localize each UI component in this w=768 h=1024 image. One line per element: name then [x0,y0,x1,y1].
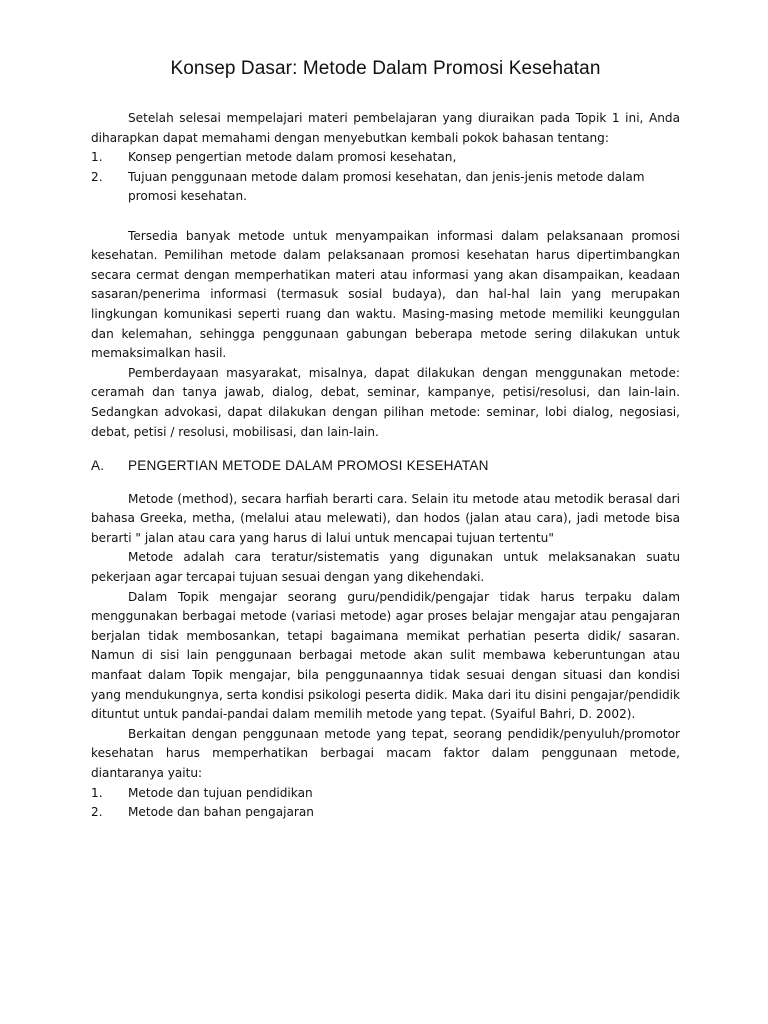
methods-paragraph: Tersedia banyak metode untuk menyampaikan informasi dalam pelaksanaan promosi kesehatan. Pemilihan metode dalam pelaksanaan promosi kesehatan harus dipertimbangkan secara cermat dengan memperhatikan materi atau informasi yang akan disampaikan, keadaan sasaran/penerima informasi (termasuk sosial budaya), dan hal-hal lain yang merupakan lingkungan komunikasi seperti ruang dan waktu. Masing-masing metode memiliki keunggulan dan kelemahan, sehingga penggunaan gabungan beberapa metode sering dilakukan untuk memaksimalkan hasil. [91,228,680,361]
list-item [91,803,680,823]
empowerment-paragraph: Pemberdayaan masyarakat, misalnya, dapat dilakukan dengan menggunakan metode: ceramah dan tanya jawab, dialog, debat, seminar, kampanye, petisi/resolusi, dan lain-lain. Sedangkan advokasi, dapat dilakukan dengan pilihan metode: seminar, lobi dialog, negosiasi, debat, petisi / resolusi, mobilisasi, dan lain-lain. [91,365,680,439]
list-text: Metode dan bahan pengajaran [128,805,314,820]
section-heading [91,456,680,476]
objectives-list [91,148,680,207]
document-body [91,109,680,823]
list-text: Metode dan tujuan pendidikan [128,785,313,800]
list-item [91,148,680,168]
intro-paragraph: Setelah selesai mempelajari materi pembelajaran yang diuraikan pada Topik 1 ini, Anda diharapkan dapat memahami dengan menyebutkan kembali pokok bahasan tentang: [91,111,680,145]
factors-list [91,784,680,823]
list-text: Konsep pengertian metode dalam promosi kesehatan, [128,150,457,165]
list-number: 2. [91,805,103,820]
list-item [91,168,680,207]
list-text: Tujuan penggunaan metode dalam promosi kesehatan, dan jenis-jenis metode dalam promosi kesehatan. [128,169,645,204]
list-item [91,784,680,804]
definition-paragraph: Metode (method), secara harfiah berarti cara. Selain itu metode atau metodik berasal dari bahasa Greeka, metha, (melalui atau melewati), dan hodos (jalan atau cara), jadi metode bisa berarti " jalan atau cara yang harus di lalui untuk mencapai tujuan tertentu" [91,491,680,545]
list-number: 1. [91,785,103,800]
factors-intro-paragraph: Berkaitan dengan penggunaan metode yang tepat, seorang pendidik/penyuluh/promotor kesehatan harus memperhatikan berbagai macam faktor dalam penggunaan metode, diantaranya yaitu: [91,726,680,780]
page-title: Konsep Dasar: Metode Dalam Promosi Kesehatan [170,58,601,79]
section-number: A. [91,458,105,474]
list-number: 1. [91,150,103,165]
method-meaning-paragraph: Metode adalah cara teratur/sistematis yang digunakan untuk melaksanakan suatu pekerjaan agar tercapai tujuan sesuai dengan yang dikehendaki. [91,550,680,585]
spacer [91,207,680,227]
section-title: PENGERTIAN METODE DALAM PROMOSI KESEHATAN [128,458,489,474]
list-number: 2. [91,169,103,184]
teaching-paragraph: Dalam Topik mengajar seorang guru/pendidik/pengajar tidak harus terpaku dalam menggunakan berbagai metode (variasi metode) agar proses belajar mengajar atau pengajaran berjalan tidak membosankan, tetapi bagaimana memikat perhatian peserta didik/ sasaran. Namun di sisi lain penggunaan berbagai metode akan sulit membawa keberuntungan atau manfaat dalam Topik mengajar, bila penggunaannya tidak sesuai dengan situasi dan kondisi yang mendukungnya, serta kondisi psikologi peserta didik. Maka dari itu disini pengajar/pendidik dituntut untuk pandai-pandai dalam memilih metode yang tepat. (Syaiful Bahri, D. 2002). [91,589,680,722]
